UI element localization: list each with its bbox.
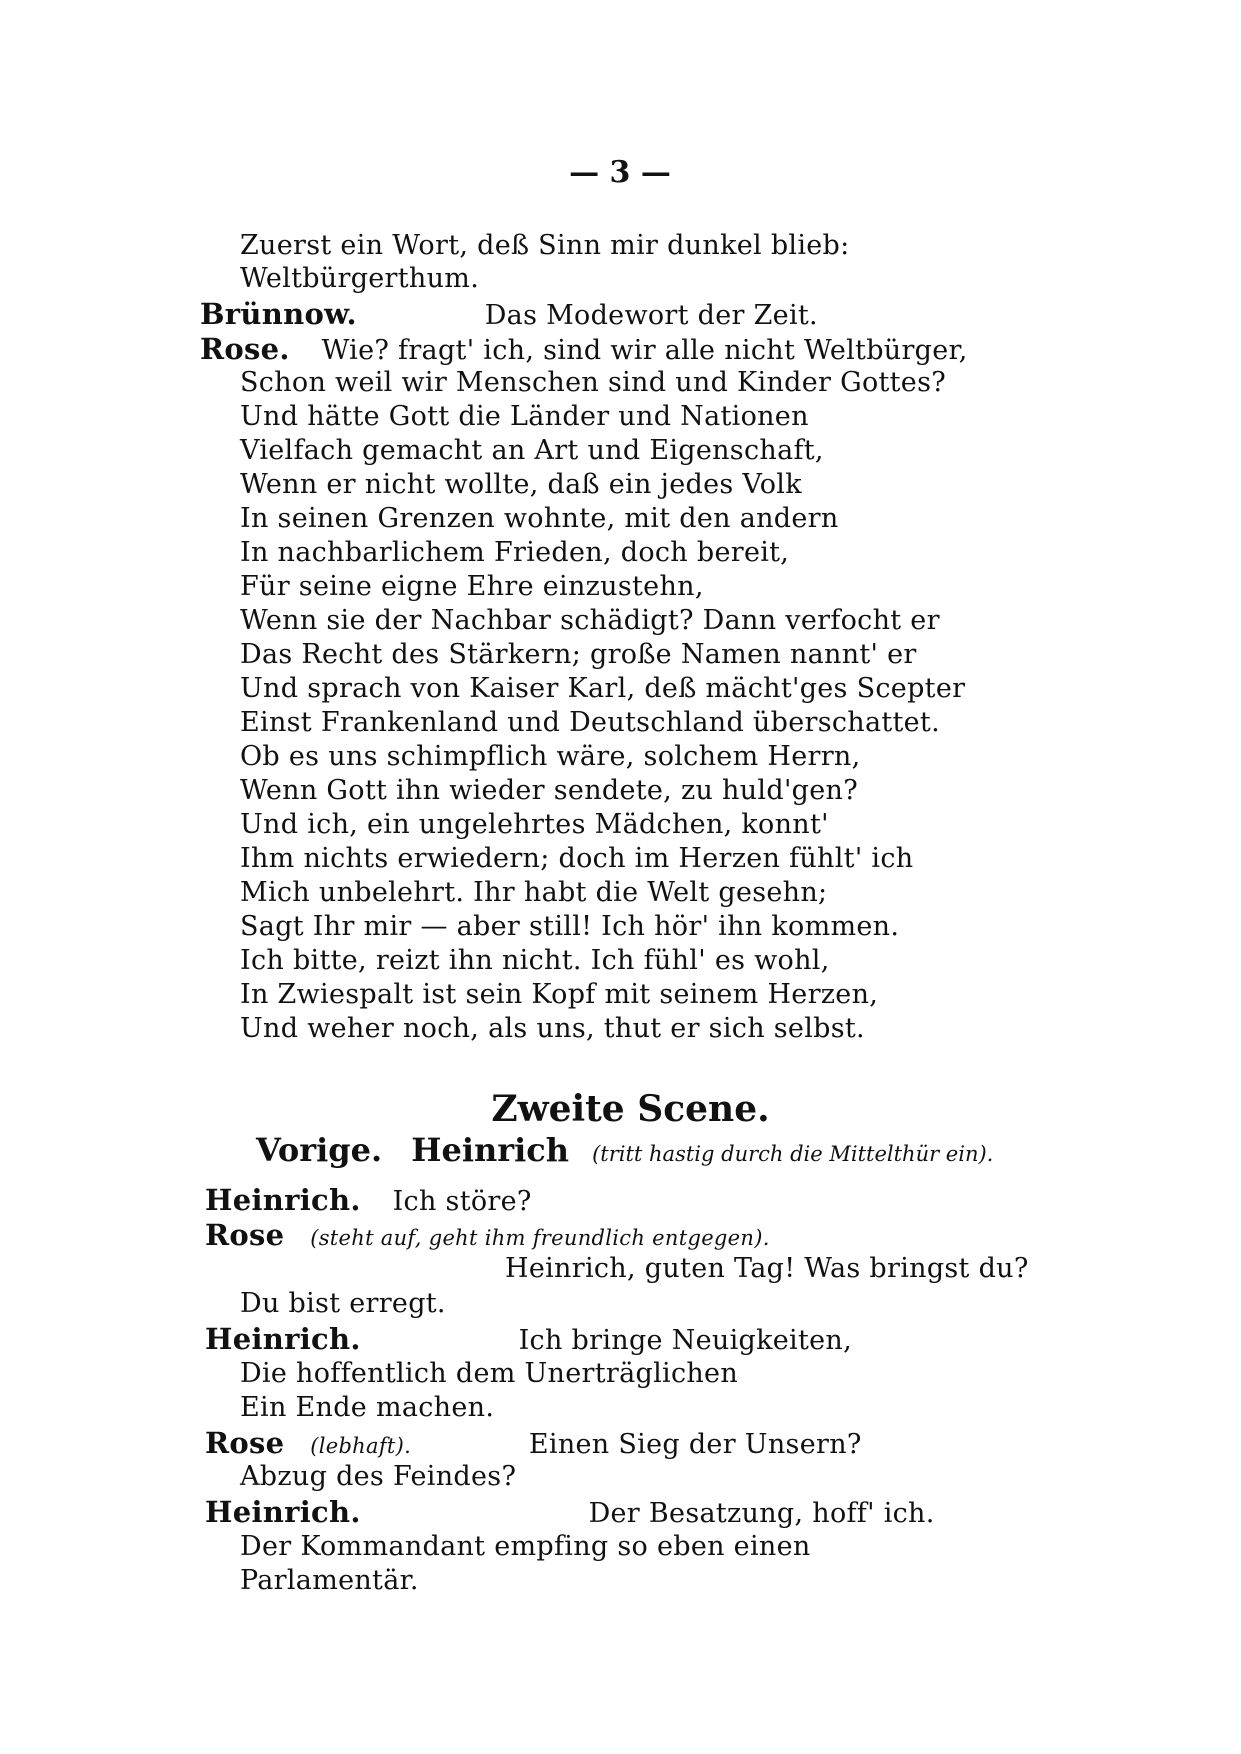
verse-line: Heinrich, guten Tag! Was bringst du? — [505, 1253, 1029, 1284]
verse-line: Ihm nichts erwiedern; doch im Herzen fühlt' ich — [240, 843, 914, 874]
verse-line: Schon weil wir Menschen sind und Kinder Gottes? — [240, 367, 947, 398]
verse-line: Abzug des Feindes? — [240, 1461, 517, 1492]
speech-text: Der Besatzung, hoff' ich. — [588, 1498, 935, 1529]
verse-line: Ich bitte, reizt ihn nicht. Ich fühl' es wohl, — [240, 945, 830, 976]
speaker-name: Heinrich. — [205, 1183, 361, 1217]
speaker-name: Heinrich. — [205, 1495, 361, 1529]
verse-line: Wenn Gott ihn wieder sendete, zu huld'gen? — [240, 775, 858, 806]
scene-characters — [256, 1130, 993, 1174]
speaker-name: Rose. — [200, 332, 290, 366]
verse-line: Der Kommandant empfing so eben einen — [240, 1531, 811, 1562]
speech-text: Einen Sieg der Unsern? — [528, 1429, 862, 1460]
entering-character: Heinrich — [411, 1131, 569, 1169]
verse-line: In seinen Grenzen wohnte, mit den andern — [240, 503, 839, 534]
speech-heinrich — [205, 1495, 935, 1531]
verse-line: Sagt Ihr mir — aber still! Ich hör' ihn kommen. — [240, 911, 900, 942]
verse-line: In Zwiespalt ist sein Kopf mit seinem Herzen, — [240, 979, 879, 1010]
speech-rose — [205, 1218, 770, 1255]
speech-rose — [205, 1426, 862, 1463]
verse-line: Parlamentär. — [240, 1565, 419, 1596]
verse-line: Vielfach gemacht an Art und Eigenschaft, — [240, 435, 824, 466]
verse-line: Wenn sie der Nachbar schädigt? Dann verfocht er — [240, 605, 940, 636]
page-number: — 3 — — [569, 155, 671, 190]
speech-heinrich — [205, 1183, 532, 1219]
verse-line: Ein Ende machen. — [240, 1392, 495, 1423]
verse-line: Das Recht des Stärkern; große Namen nannt' er — [240, 639, 917, 670]
speech-brunnow — [200, 297, 818, 333]
speaker-name: Rose — [205, 1426, 285, 1460]
verse-line: Und ich, ein ungelehrtes Mädchen, konnt' — [240, 809, 829, 840]
speech-rose — [200, 332, 968, 368]
speaker-name: Heinrich. — [205, 1322, 361, 1356]
verse-line: Zuerst ein Wort, deß Sinn mir dunkel blieb: — [240, 230, 850, 261]
verse-line: Wenn er nicht wollte, daß ein jedes Volk — [240, 469, 802, 500]
verse-line: Und weher noch, als uns, thut er sich selbst. — [240, 1013, 865, 1044]
verse-line: Die hoffentlich dem Unerträglichen — [240, 1358, 739, 1389]
verse-line: Du bist erregt. — [240, 1288, 446, 1319]
speech-text: Wie? fragt' ich, sind wir alle nicht Weltbürger, — [321, 335, 968, 366]
verse-line: Und hätte Gott die Länder und Nationen — [240, 401, 809, 432]
speech-heinrich — [205, 1322, 852, 1358]
stage-direction: (tritt hastig durch die Mittelthür ein). — [592, 1142, 994, 1166]
speech-text: Ich störe? — [392, 1186, 532, 1217]
characters-present: Vorige. — [256, 1131, 383, 1169]
speaker-name: Brünnow. — [200, 297, 357, 331]
verse-line: In nachbarlichem Frieden, doch bereit, — [240, 537, 790, 568]
speaker-name: Rose — [205, 1218, 285, 1252]
verse-line: Und sprach von Kaiser Karl, deß mächt'ges Scepter — [240, 673, 966, 704]
verse-line: Mich unbelehrt. Ihr habt die Welt gesehn; — [240, 877, 828, 908]
speech-text: Das Modewort der Zeit. — [484, 300, 818, 331]
scene-title: Zweite Scene. — [491, 1088, 770, 1130]
verse-line: Für seine eigne Ehre einzustehn, — [240, 571, 704, 602]
speech-text: Ich bringe Neuigkeiten, — [518, 1325, 852, 1356]
verse-line: Weltbürgerthum. — [240, 263, 480, 294]
stage-direction: (lebhaft). — [310, 1434, 412, 1458]
stage-direction: (steht auf, geht ihm freundlich entgegen). — [310, 1226, 770, 1250]
verse-line: Ob es uns schimpflich wäre, solchem Herrn, — [240, 741, 861, 772]
verse-line: Einst Frankenland und Deutschland überschattet. — [240, 707, 940, 738]
